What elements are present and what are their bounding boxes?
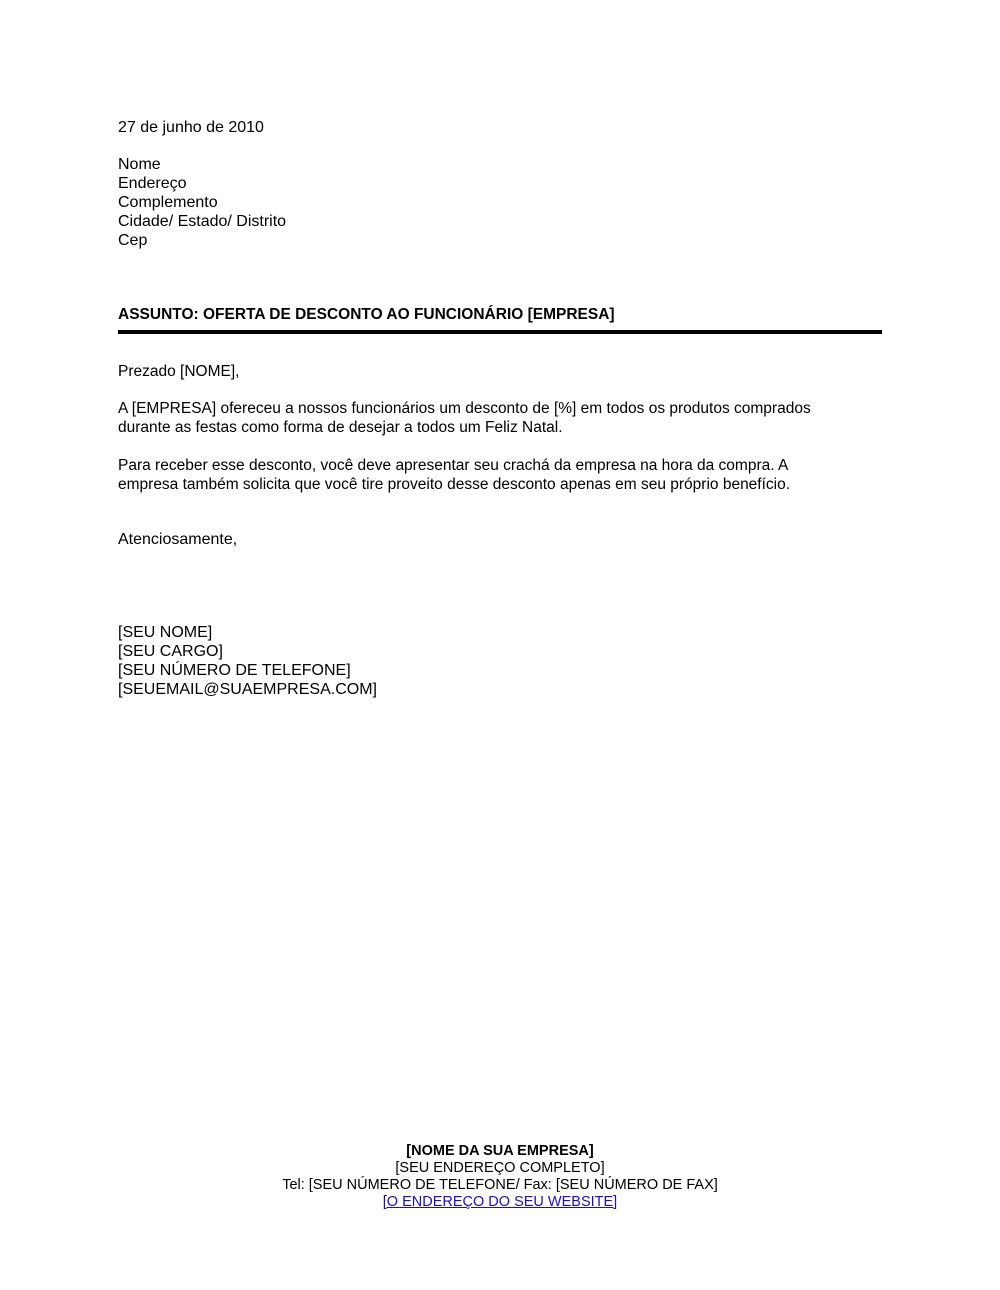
signature-title: [SEU CARGO] [118,643,223,660]
recipient-city-state: Cidade/ Estado/ Distrito [118,213,287,230]
signature-name: [SEU NOME] [118,624,213,641]
body-paragraph-2 [118,456,790,494]
signature-email: [SEUEMAIL@SUAEMPRESA.COM] [118,681,377,698]
footer-contact: Tel: [SEU NÚMERO DE TELEFONE/ Fax: [SEU NÚMERO DE FAX] [282,1177,718,1193]
footer [0,1143,1000,1211]
recipient-name: Nome [118,156,161,173]
footer-website-link[interactable]: [O ENDEREÇO DO SEU WEBSITE] [382,1194,618,1210]
signature-phone: [SEU NÚMERO DE TELEFONE] [118,662,351,679]
recipient-zip: Cep [118,232,148,249]
closing: Atenciosamente, [118,531,238,548]
signature-block [118,623,377,699]
letter-date: 27 de junho de 2010 [118,119,264,136]
paragraph-line: durante as festas como forma de desejar a todos um Feliz Natal. [118,419,563,436]
greeting: Prezado [NOME], [118,363,240,380]
recipient-complement: Complemento [118,194,218,211]
subject-line: ASSUNTO: OFERTA DE DESCONTO AO FUNCIONÁRIO [EMPRESA] [118,306,615,323]
subject-divider [118,330,882,334]
paragraph-line: empresa também solicita que você tire proveito desse desconto apenas em seu próprio benefício. [118,476,791,493]
paragraph-line: Para receber esse desconto, você deve apresentar seu crachá da empresa na hora da compra. A [118,457,789,474]
recipient-address-block [118,155,286,250]
paragraph-line: A [EMPRESA] ofereceu a nossos funcionários um desconto de [%] em todos os produtos comprados [118,400,811,417]
footer-company-name: [NOME DA SUA EMPRESA] [406,1143,594,1159]
footer-address: [SEU ENDEREÇO COMPLETO] [395,1160,605,1176]
body-paragraph-1 [118,399,811,437]
recipient-address: Endereço [118,175,187,192]
